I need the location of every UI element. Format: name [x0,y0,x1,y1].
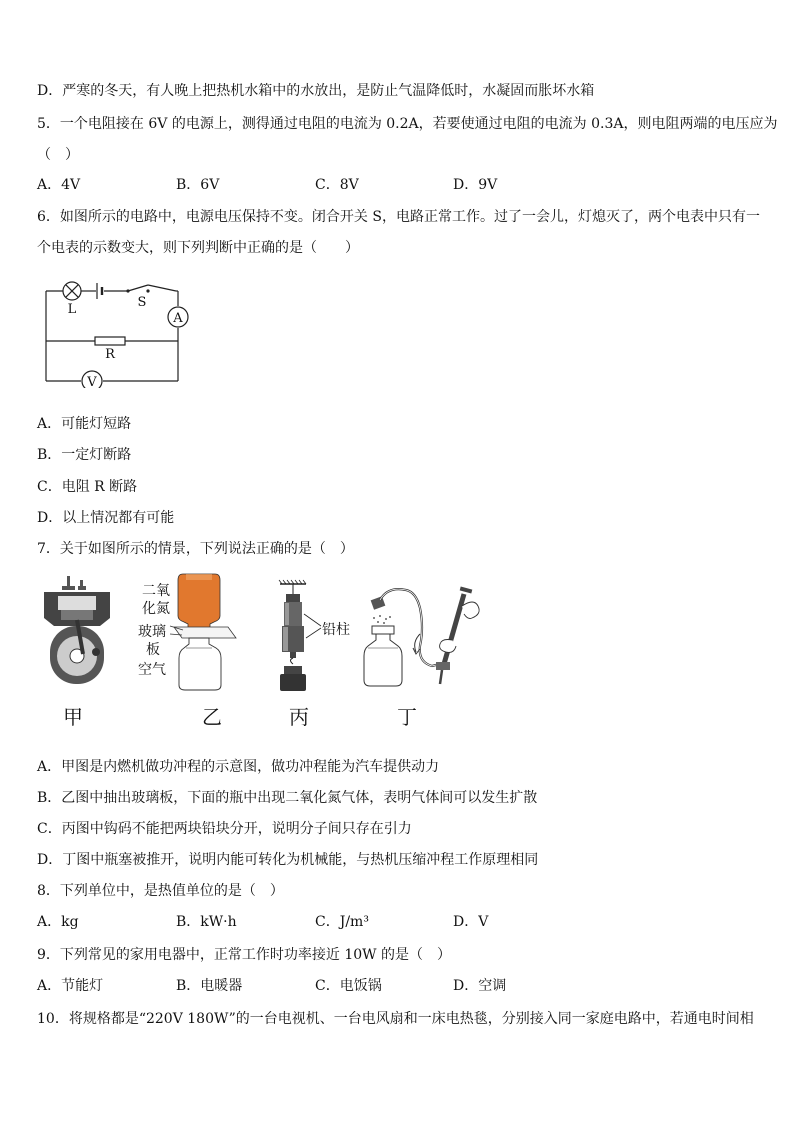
label-lead: 铅柱 [322,622,350,638]
q9-option-b: B．电暖器 [176,978,243,994]
label-air: 空气 [138,662,166,678]
q7-option-c: C．丙图中钩码不能把两块铅块分开，说明分子间只存在引力 [37,821,412,837]
q8-option-c: C．J/m³ [315,914,369,930]
fig-label-jia: 甲 [63,705,83,729]
q6-option-a: A．可能灯短路 [37,416,132,432]
q5-option-c: C．8V [315,177,359,193]
fig-label-ding: 丁 [397,705,417,729]
q7-fig-bing-lead [266,578,351,694]
fig-label-yi: 乙 [202,705,222,729]
q7-option-d: D．丁图中瓶塞被推开，说明内能可转化为机械能，与热机压缩冲程工作原理相同 [37,852,539,868]
label-glass-1: 玻璃 [138,624,166,640]
lamp-label: L [67,302,77,317]
q9-option-c: C．电饭锅 [315,978,382,994]
q8-option-b: B．kW·h [176,914,237,930]
ammeter-symbol [168,307,188,327]
fig-label-bing: 丙 [289,705,309,729]
q8-option-d: D．V [453,914,489,930]
q10-stem: 10．将规格都是“220V 180W”的一台电视机、一台电风扇和一床电热毯，分别接入同一家庭电路中，若通电时间相 [37,1011,754,1027]
q6-circuit-diagram [38,278,198,388]
lamp-symbol [63,282,81,300]
q9-option-d: D．空调 [453,978,507,994]
q6-stem-line2: 个电表的示数变大，则下列判断中正确的是（ ） [37,240,359,256]
q7-fig-jia-engine [36,574,118,694]
q7-option-b: B．乙图中抽出玻璃板，下面的瓶中出现二氧化氮气体，表明气体间可以发生扩散 [37,790,538,806]
q9-option-a: A．节能灯 [37,978,104,994]
q4-option-d: D．严寒的冬天，有人晚上把热机水箱中的水放出，是防止气温降低时，水凝固而胀坏水箱 [37,83,595,99]
q9-stem: 9．下列常见的家用电器中，正常工作时功率接近 10W 的是（ ） [37,947,452,963]
q5-option-b: B．6V [176,177,220,193]
label-no2-2: 化氮 [142,601,170,617]
label-glass-2: 板 [146,642,160,658]
q8-stem: 8．下列单位中，是热值单位的是（ ） [37,883,284,899]
switch-label: S [137,295,147,310]
battery-symbol [97,283,102,299]
q7-fig-ding-pump [358,584,488,694]
resistor-label: R [105,347,115,362]
resistor-symbol [95,337,125,345]
q7-stem: 7．关于如图所示的情景，下列说法正确的是（ ） [37,541,354,557]
q6-option-b: B．一定灯断路 [37,447,132,463]
q6-option-d: D．以上情况都有可能 [37,510,175,526]
voltmeter-label: V [87,375,97,388]
q6-stem-line1: 6．如图所示的电路中，电源电压保持不变。闭合开关 S，电路正常工作。过了一会儿，灯熄灭了，两个电表中只有一 [37,209,760,225]
label-no2-1: 二氧 [142,583,170,599]
q5-option-d: D．9V [453,177,498,193]
q7-fig-yi-bottles [136,572,241,694]
ammeter-label: A [173,311,183,326]
q7-option-a: A．甲图是内燃机做功冲程的示意图，做功冲程能为汽车提供动力 [37,759,440,775]
q8-option-a: A．kg [37,914,79,930]
q5-option-a: A．4V [37,177,81,193]
voltmeter-symbol [82,371,102,388]
q5-stem-line1: 5．一个电阻接在 6V 的电源上，测得通过电阻的电流为 0.2A，若要使通过电阻的电流为 0.3A，则电阻两端的电压应为 [37,116,778,132]
q6-option-c: C．电阻 R 断路 [37,479,138,495]
q5-stem-line2: （ ） [37,147,79,163]
